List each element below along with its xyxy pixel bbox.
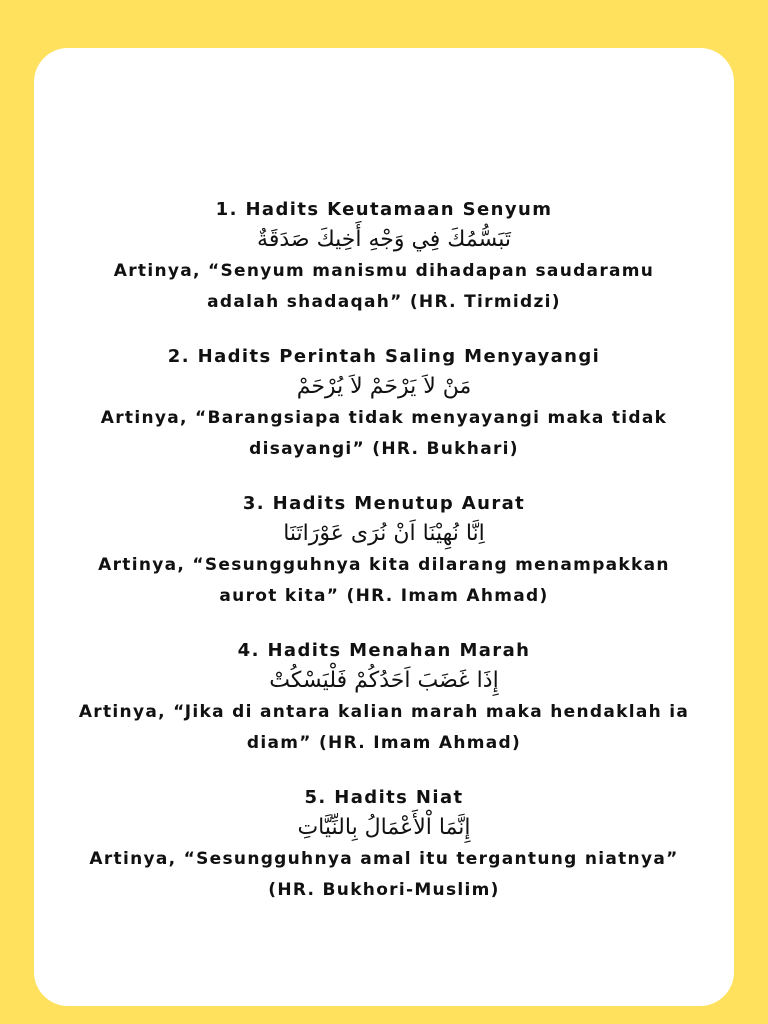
hadith-title: 5. Hadits Niat xyxy=(304,787,464,808)
hadith-meaning: Artinya, “Sesungguhnya amal itu tergantung niatnya” (HR. Bukhori-Muslim) xyxy=(89,849,679,900)
hadith-arabic-text: اِنَّا نُهِيْنَا اَنْ نُرَى عَوْرَاتَنَا xyxy=(283,521,485,546)
hadith-item-5 xyxy=(34,784,734,906)
hadith-arabic-text: تَبَسُّمُكَ فِي وَجْهِ أَخِيكَ صَدَقَةٌ xyxy=(257,227,511,252)
hadith-item-1 xyxy=(34,196,734,318)
hadith-item-2 xyxy=(34,343,734,465)
hadith-title: 1. Hadits Keutamaan Senyum xyxy=(215,199,553,220)
hadith-arabic-text: إِنَّمَا اْلأَعْمَالُ بِالنِّيَّاتِ xyxy=(297,815,471,840)
hadith-item-4 xyxy=(34,637,734,759)
hadith-title: 4. Hadits Menahan Marah xyxy=(237,640,531,661)
hadith-meaning: Artinya, “Jika di antara kalian marah maka hendaklah ia diam” (HR. Imam Ahmad) xyxy=(78,702,690,753)
hadith-arabic-text: إِذَا غَضَبَ اَحَدُكُمْ فَلْيَسْكُتْ xyxy=(269,668,499,693)
hadith-meaning: Artinya, “Senyum manismu dihadapan saudaramu adalah shadaqah” (HR. Tirmidzi) xyxy=(113,261,655,312)
hadith-item-3 xyxy=(34,490,734,612)
hadith-title: 2. Hadits Perintah Saling Menyayangi xyxy=(167,346,601,367)
hadith-list xyxy=(34,196,734,931)
content-card xyxy=(34,48,734,1006)
hadith-meaning: Artinya, “Sesungguhnya kita dilarang menampakkan aurot kita” (HR. Imam Ahmad) xyxy=(98,555,670,606)
hadith-arabic-text: مَنْ لاَ يَرْحَمْ لاَ يُرْحَمْ xyxy=(296,374,472,399)
hadith-meaning: Artinya, “Barangsiapa tidak menyayangi maka tidak disayangi” (HR. Bukhari) xyxy=(100,408,668,459)
hadith-title: 3. Hadits Menutup Aurat xyxy=(242,493,526,514)
